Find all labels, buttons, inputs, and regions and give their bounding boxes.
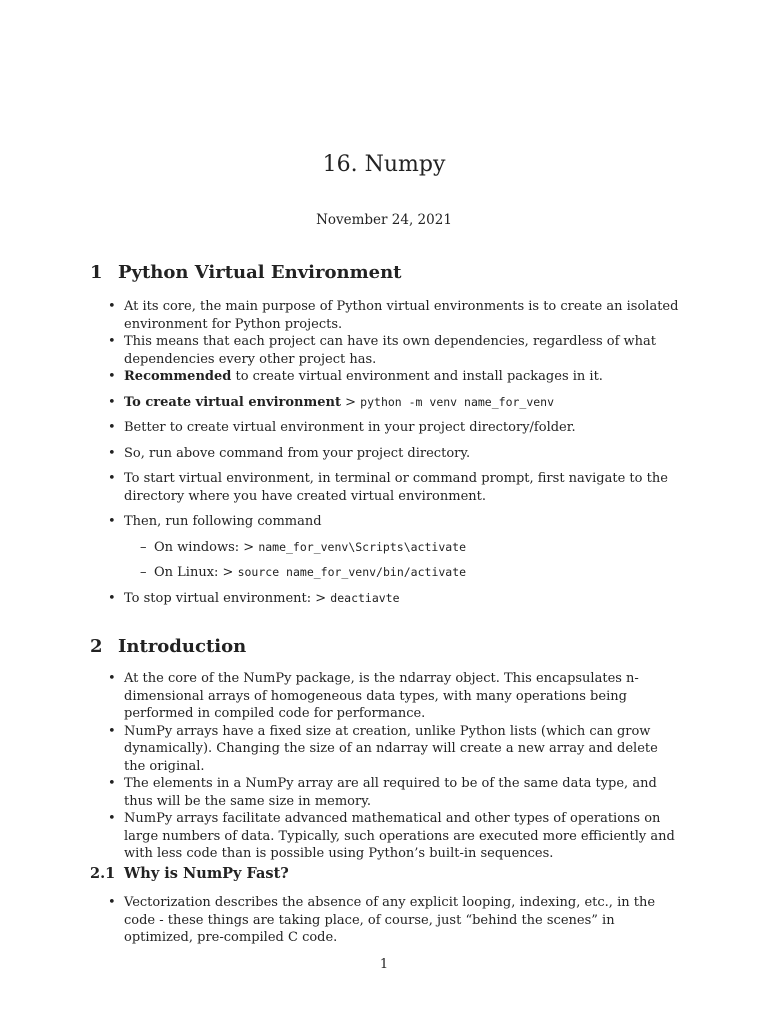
section-title: Introduction bbox=[118, 636, 247, 657]
list-item: • Recommended to create virtual environment and install packages in it. bbox=[108, 369, 603, 384]
subsection-number: 2.1 bbox=[90, 865, 116, 882]
list-item: • To create virtual environment > python -m venv name_for_venv bbox=[108, 394, 555, 410]
code-snippet: python -m venv name_for_venv bbox=[360, 394, 555, 409]
section-number: 2 bbox=[90, 636, 103, 657]
section-1-list bbox=[108, 298, 680, 607]
bullet-icon: • bbox=[108, 811, 116, 826]
sub-list bbox=[124, 539, 680, 582]
dash-icon: – bbox=[140, 539, 147, 555]
dash-icon: – bbox=[140, 565, 147, 580]
subsection-2-1-heading bbox=[90, 865, 289, 882]
bullet-icon: • bbox=[108, 590, 116, 606]
section-2-list bbox=[108, 670, 680, 863]
section-2-heading bbox=[90, 636, 246, 657]
sub-list-item: – On Linux: > source name_for_venv/bin/activate bbox=[140, 565, 467, 580]
document-title: 16. Numpy bbox=[322, 152, 446, 177]
section-title: Python Virtual Environment bbox=[118, 262, 402, 283]
bullet-icon: • bbox=[108, 776, 116, 791]
emphasis: To create virtual environment bbox=[124, 394, 341, 410]
code-snippet: name_for_venv\Scripts\activate bbox=[258, 539, 467, 554]
bullet-icon: • bbox=[108, 471, 116, 486]
code-snippet: source name_for_venv/bin/activate bbox=[237, 565, 467, 579]
subsection-2-1-list bbox=[108, 894, 680, 947]
list-item: • To start virtual environment, in terminal or command prompt, first navigate to the directory where you have created virtual environment. bbox=[108, 471, 668, 504]
section-1-heading bbox=[90, 262, 401, 283]
bullet-icon: • bbox=[108, 895, 116, 910]
bullet-icon: • bbox=[108, 420, 116, 435]
list-item: • The elements in a NumPy array are all required to be of the same data type, and thus will be the same size in memory. bbox=[108, 776, 657, 809]
bullet-icon: • bbox=[108, 723, 116, 739]
list-item: • Then, run following command – On windows: > name_for_venv\Scripts\activate – On Linux: > source name_for_venv/bin/activate bbox=[124, 513, 680, 582]
bullet-icon: • bbox=[108, 394, 116, 410]
code-snippet: deactiavte bbox=[330, 590, 400, 605]
subsection-title: Why is NumPy Fast? bbox=[124, 865, 289, 882]
bullet-icon: • bbox=[108, 334, 116, 349]
list-item: • NumPy arrays facilitate advanced mathematical and other types of operations on large numbers of data. Typically, such operations are executed more efficiently and with less code than is possible using Python’s built-in sequences. bbox=[108, 811, 675, 861]
section-number: 1 bbox=[90, 262, 103, 283]
document-date: November 24, 2021 bbox=[316, 212, 452, 228]
page-number: 1 bbox=[379, 957, 389, 972]
list-item: • So, run above command from your project directory. bbox=[108, 445, 471, 461]
list-item: • Vectorization describes the absence of any explicit looping, indexing, etc., in the code - these things are taking place, of course, just “behind the scenes” in optimized, pre-compiled C code. bbox=[108, 895, 656, 945]
bullet-icon: • bbox=[108, 671, 116, 686]
emphasis: Recommended bbox=[124, 369, 232, 384]
list-item: • To stop virtual environment: > deactiavte bbox=[108, 590, 400, 606]
list-item: • This means that each project can have its own dependencies, regardless of what dependencies every other project has. bbox=[108, 334, 657, 367]
list-item: • At its core, the main purpose of Python virtual environments is to create an isolated environment for Python projects. bbox=[108, 299, 679, 332]
bullet-icon: • bbox=[108, 514, 116, 529]
list-item: • At the core of the NumPy package, is the ndarray object. This encapsulates n-dimensional arrays of homogeneous data types, with many operations being performed in compiled code for performance. bbox=[108, 671, 639, 721]
list-item: • Better to create virtual environment in your project directory/folder. bbox=[108, 420, 576, 435]
bullet-icon: • bbox=[108, 369, 116, 384]
bullet-icon: • bbox=[108, 299, 116, 314]
list-item: • NumPy arrays have a fixed size at creation, unlike Python lists (which can grow dynamically). Changing the size of an ndarray will create a new array and delete the original. bbox=[108, 723, 658, 774]
bullet-icon: • bbox=[108, 445, 116, 461]
sub-list-item: – On windows: > name_for_venv\Scripts\activate bbox=[140, 539, 467, 555]
